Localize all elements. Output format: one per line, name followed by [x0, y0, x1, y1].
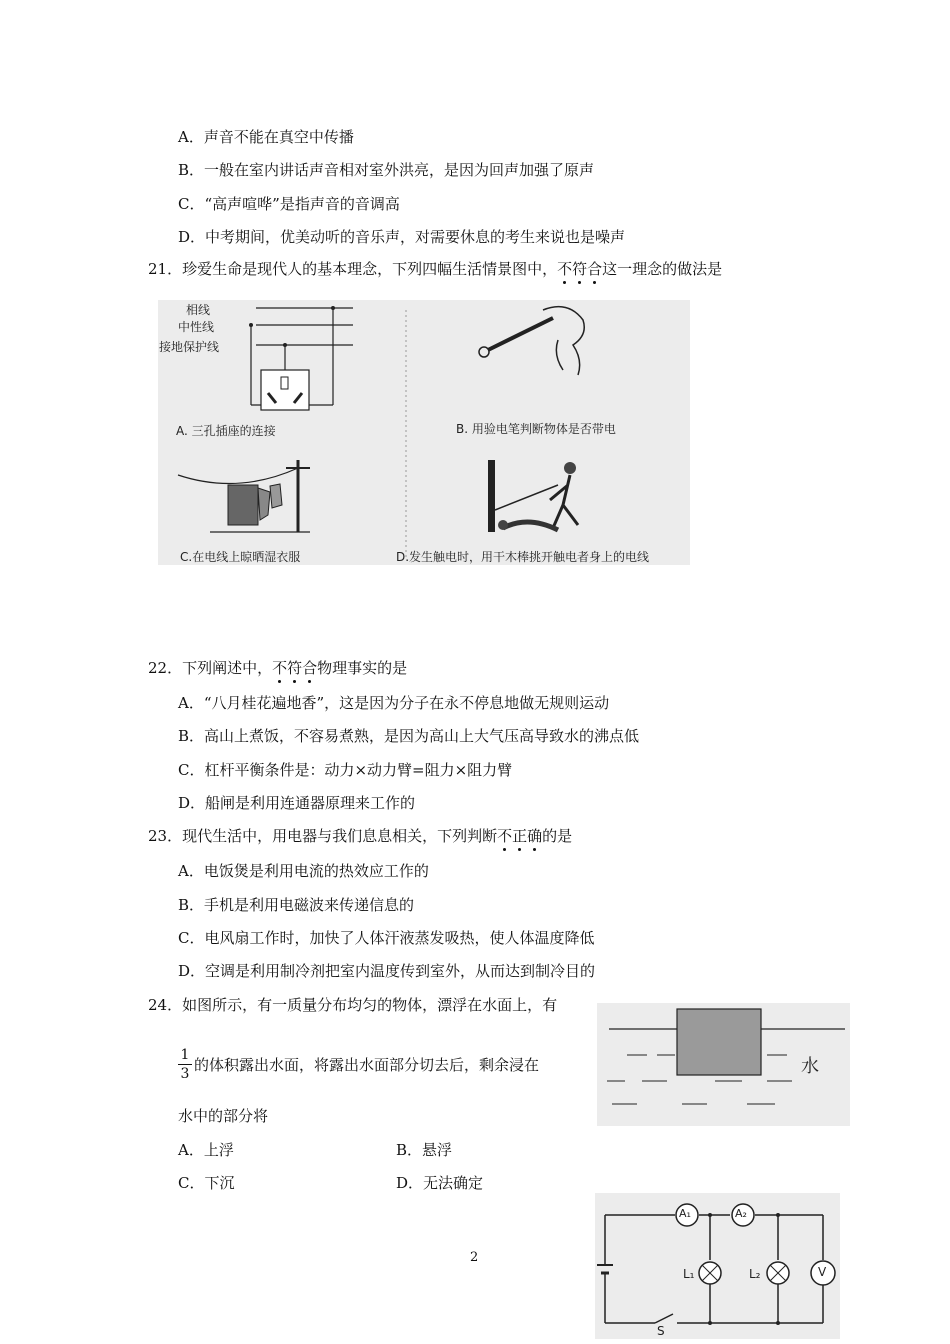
q23-option-b: B．手机是利用电磁波来传递信息的 [178, 896, 415, 914]
voltmeter-label: V [818, 1265, 827, 1279]
emph-char: 符 [287, 659, 303, 677]
caption-c: C.在电线上晾晒湿衣服 [180, 550, 301, 564]
wire-neutral-label: 中性线 [178, 320, 215, 334]
q24-option-a: A．上浮 [178, 1141, 234, 1159]
page-number: 2 [470, 1250, 479, 1265]
ammeter-a2-label: A₂ [735, 1207, 747, 1220]
q20-option-a: A．声音不能在真空中传播 [178, 128, 354, 146]
switch-label: S [657, 1324, 665, 1338]
fraction-denominator: 3 [180, 1066, 190, 1082]
circuit-figure [595, 1193, 840, 1339]
q20-option-c: C．“高声喧哗”是指声音的音调高 [178, 195, 400, 213]
emph-char: 正 [512, 827, 528, 845]
q24-option-d: D．无法确定 [396, 1174, 484, 1192]
emph-char: 合 [302, 659, 318, 677]
emph-char: 合 [587, 260, 603, 278]
q24-stem-line1: 24．如图所示，有一质量分布均匀的物体，漂浮在水面上，有 [148, 996, 558, 1014]
circuit-drawing [595, 1193, 840, 1339]
q21-figure [158, 300, 690, 565]
caption-b: B. 用验电笔判断物体是否带电 [456, 422, 616, 436]
wire-ground-label: 接地保护线 [159, 340, 220, 354]
q22-option-a: A．“八月桂花遍地香”，这是因为分子在永不停息地做无规则运动 [178, 694, 610, 712]
q24-stem-line3: 水中的部分将 [178, 1107, 269, 1125]
caption-d: D.发生触电时，用干木棒挑开触电者身上的电线 [396, 550, 650, 564]
floating-block-figure [597, 1003, 850, 1126]
q23-stem-suffix: 的是 [542, 827, 573, 845]
q22-option-d: D．船闸是利用连通器原理来工作的 [178, 794, 416, 812]
emph-char: 确 [527, 827, 543, 845]
caption-a: A. 三孔插座的连接 [176, 424, 276, 438]
q23-stem [148, 826, 572, 846]
q22-stem-suffix: 物理事实的是 [317, 659, 408, 677]
emph-char: 符 [572, 260, 588, 278]
q21-stem-suffix: 这一理念的做法是 [602, 260, 723, 278]
q21-stem [148, 259, 722, 279]
q23-option-c: C．电风扇工作时，加快了人体汗液蒸发吸热，使人体温度降低 [178, 929, 595, 947]
fraction-numerator: 1 [180, 1047, 190, 1063]
emph-char: 不 [557, 260, 573, 278]
q24-option-b: B．悬浮 [396, 1141, 453, 1159]
ammeter-a1-label: A₁ [679, 1207, 691, 1220]
lamp-l1-label: L₁ [683, 1267, 695, 1281]
q24-stem-line2: 的体积露出水面，将露出水面部分切去后，剩余浸在 [194, 1056, 540, 1074]
q20-option-b: B．一般在室内讲话声音相对室外洪亮，是因为回声加强了原声 [178, 161, 595, 179]
q23-stem-prefix: 23．现代生活中，用电器与我们息息相关，下列判断 [148, 827, 498, 845]
q24-option-c: C．下沉 [178, 1174, 235, 1192]
q23-option-a: A．电饭煲是利用电流的热效应工作的 [178, 862, 429, 880]
q22-option-b: B．高山上煮饭，不容易煮熟，是因为高山上大气压高导致水的沸点低 [178, 727, 640, 745]
q22-stem [148, 658, 407, 678]
q20-option-d: D．中考期间，优美动听的音乐声，对需要休息的考生来说也是噪声 [178, 228, 626, 246]
q22-option-c: C．杠杆平衡条件是：动力×动力臂=阻力×阻力臂 [178, 761, 513, 779]
water-label: 水 [801, 1056, 819, 1077]
lamp-l2-label: L₂ [749, 1267, 761, 1281]
wire-live-label: 相线 [186, 303, 211, 317]
fraction-one-third [178, 1047, 192, 1082]
q22-stem-prefix: 22．下列阐述中， [148, 659, 273, 677]
emph-char: 不 [497, 827, 513, 845]
emph-char: 不 [272, 659, 288, 677]
q21-stem-prefix: 21．珍爱生命是现代人的基本理念，下列四幅生活情景图中， [148, 260, 558, 278]
q23-option-d: D．空调是利用制冷剂把室内温度传到室外，从而达到制冷目的 [178, 962, 596, 980]
